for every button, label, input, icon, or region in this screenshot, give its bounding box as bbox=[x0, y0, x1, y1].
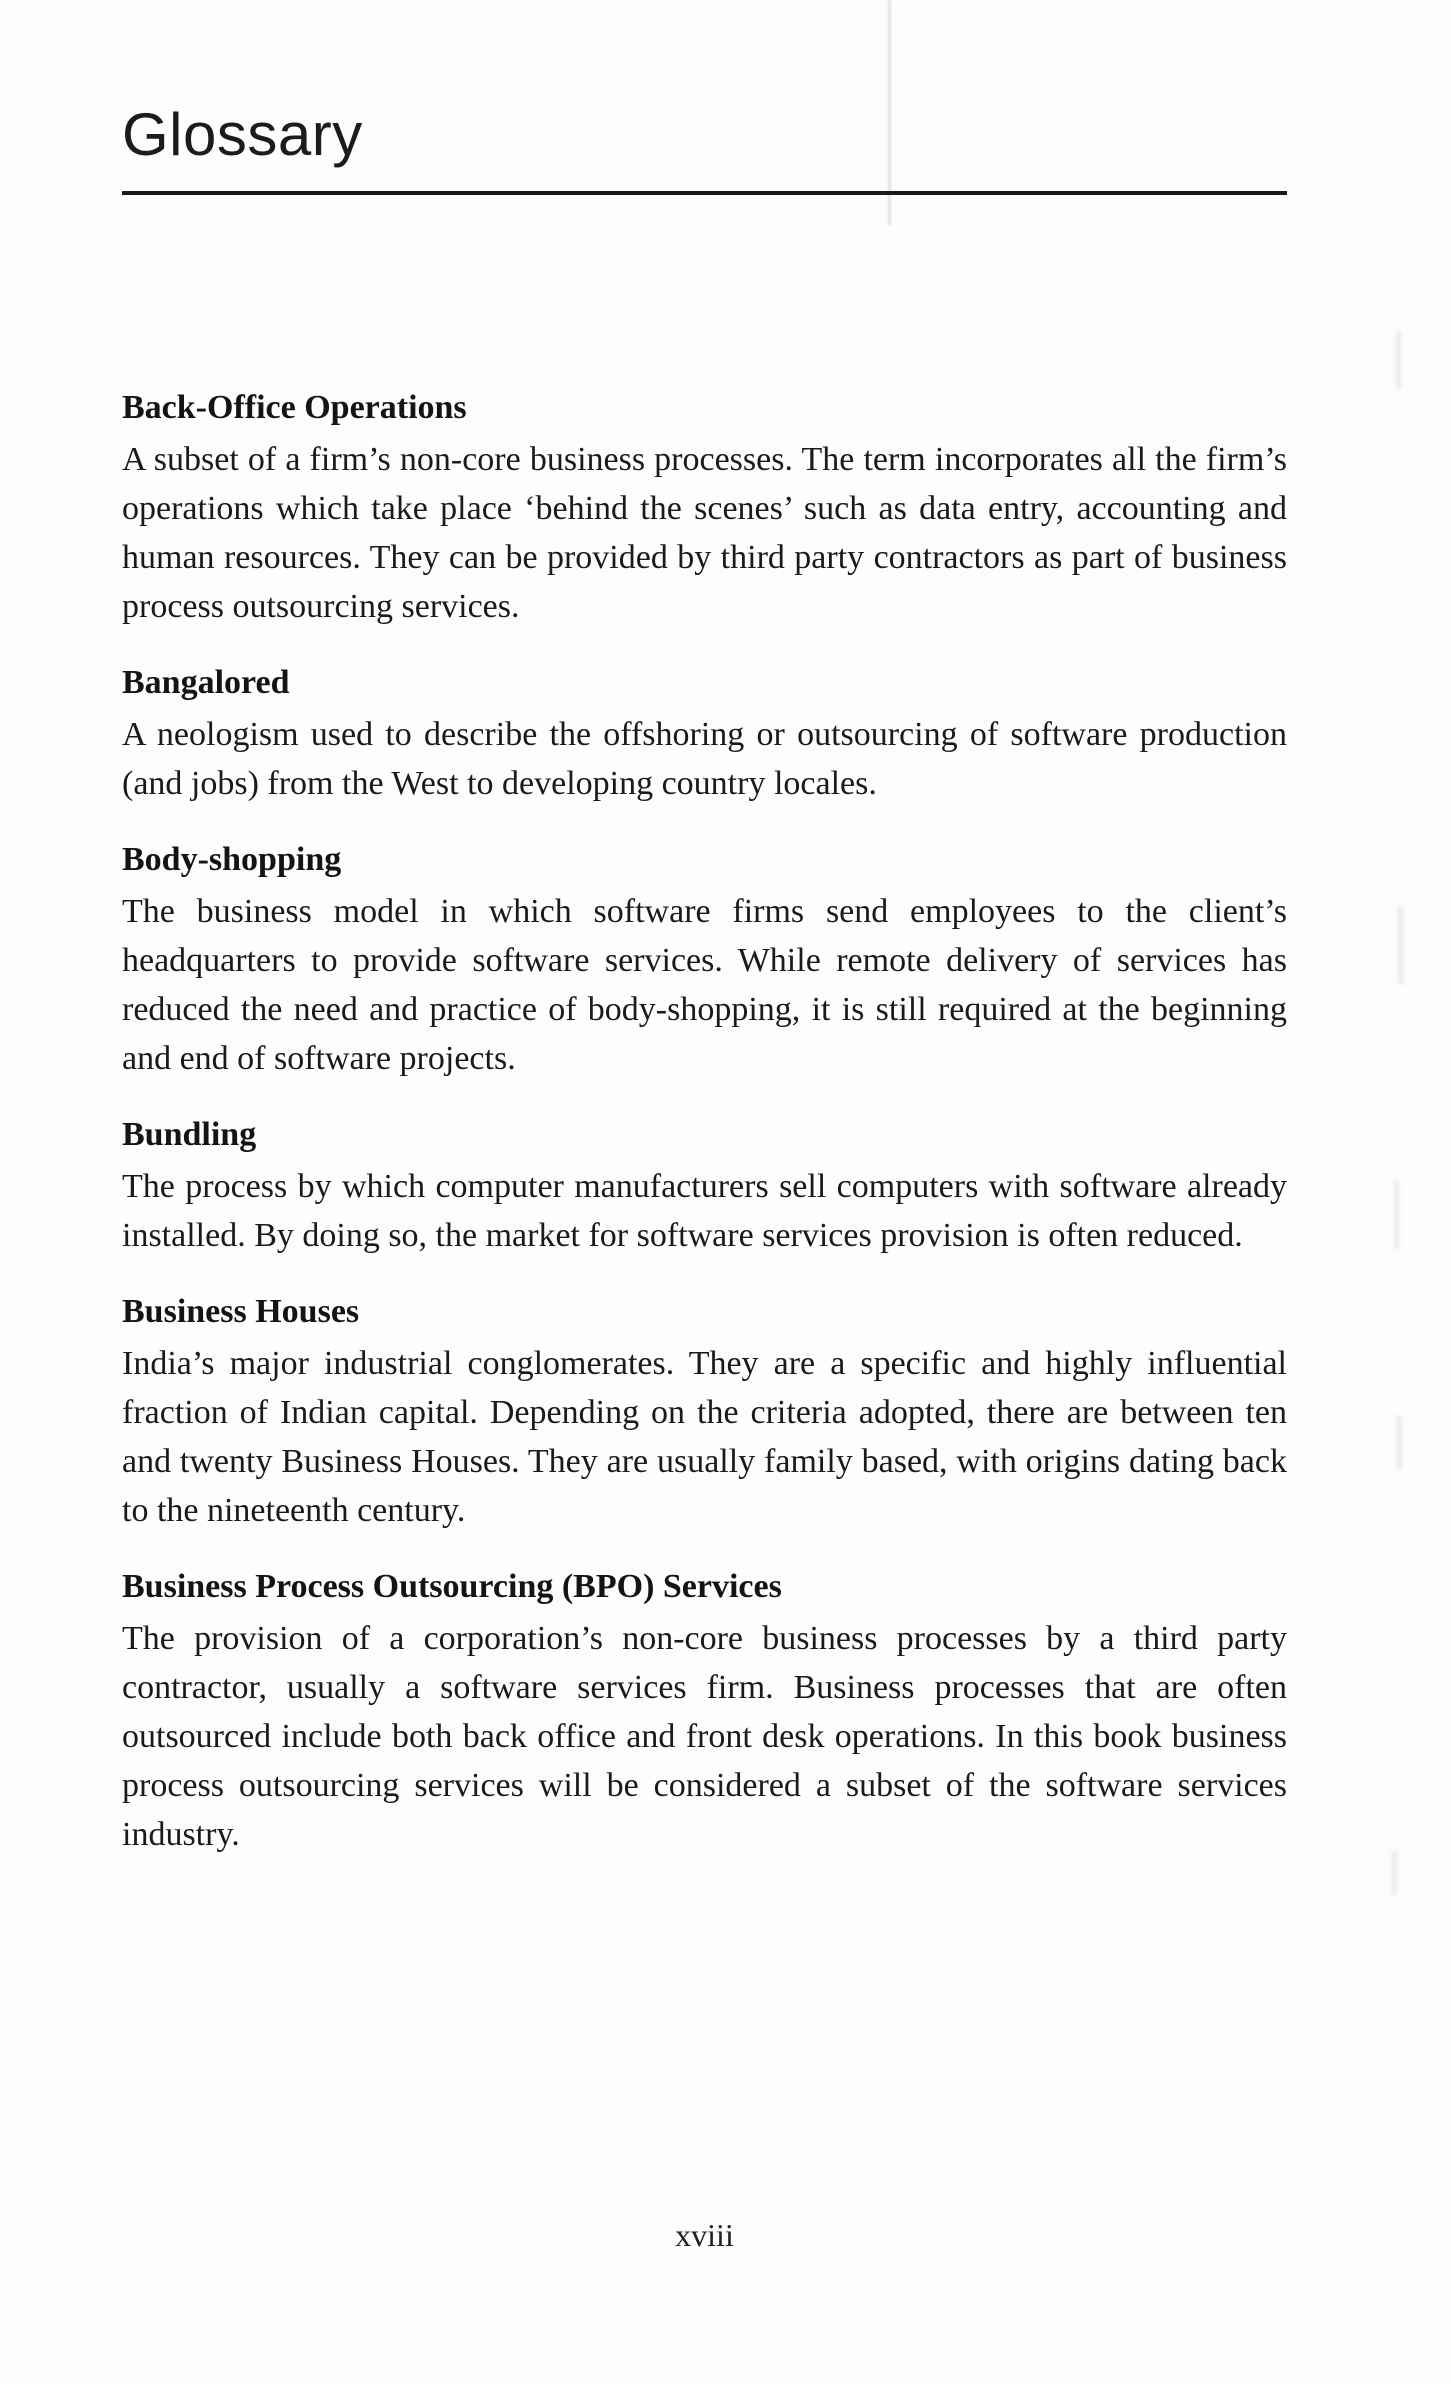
glossary-term: Bundling bbox=[122, 1116, 257, 1153]
glossary-definition: A neologism used to describe the offshoring or outsourcing of software production (and jobs) from the West to developing country locales. bbox=[122, 716, 1287, 802]
glossary-term: Business Process Outsourcing (BPO) Services bbox=[122, 1568, 782, 1605]
page-title: Glossary bbox=[122, 101, 363, 168]
glossary-definition: The provision of a corporation’s non-core business processes by a third party contractor, usually a software services firm. Business processes that are often outsourced include both back office and front desk operations. In this book business process outsourcing services will be considered a subset of the software services industry. bbox=[122, 1620, 1287, 1853]
glossary-list bbox=[122, 383, 1287, 1859]
glossary-definition: A subset of a firm’s non-core business processes. The term incorporates all the firm’s operations which take place ‘behind the scenes’ such as data entry, accounting and human resources. They can be provided by third party contractors as part of business process outsourcing services. bbox=[122, 441, 1287, 625]
glossary-term: Body-shopping bbox=[122, 841, 342, 878]
glossary-term: Bangalored bbox=[122, 664, 290, 701]
page-number: xviii bbox=[675, 2217, 734, 2253]
glossary-definition: India’s major industrial conglomerates. They are a specific and highly influential fraction of Indian capital. Depending on the criteria adopted, there are between ten and twenty Business Houses. They are usually family based, with origins dating back to the nineteenth century. bbox=[122, 1345, 1287, 1529]
glossary-term: Business Houses bbox=[122, 1293, 360, 1330]
glossary-entry bbox=[122, 383, 1287, 631]
glossary-entry bbox=[122, 1110, 1287, 1260]
glossary-entry bbox=[122, 658, 1287, 808]
glossary-entry bbox=[122, 1287, 1287, 1535]
glossary-entry bbox=[122, 835, 1287, 1083]
page-header bbox=[122, 100, 1287, 195]
glossary-definition: The process by which computer manufacturers sell computers with software already installed. By doing so, the market for software services provision is often reduced. bbox=[122, 1168, 1287, 1254]
title-rule bbox=[122, 191, 1287, 195]
glossary-entry bbox=[122, 1562, 1287, 1859]
glossary-definition: The business model in which software firms send employees to the client’s headquarters to provide software services. While remote delivery of services has reduced the need and practice of body-shopping, it is still required at the beginning and end of software projects. bbox=[122, 893, 1287, 1077]
glossary-term: Back-Office Operations bbox=[122, 389, 467, 426]
